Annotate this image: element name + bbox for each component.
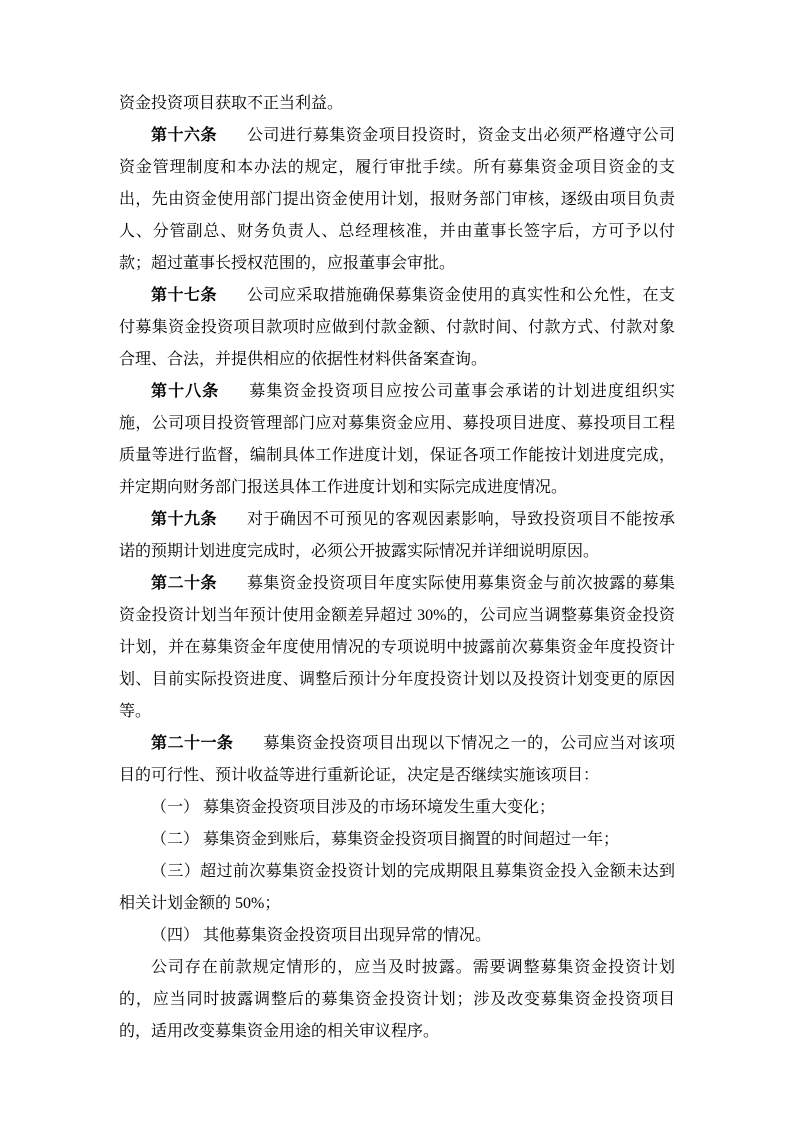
list-item-2-text: （二） 募集资金到账后，募集资金投资项目搁置的时间超过一年； xyxy=(151,831,620,848)
article-19-text: 对于确因不可预见的客观因素影响，导致投资项目不能按承诺的预期计划进度完成时，必须公开披露实际情况并详细说明原因。 xyxy=(119,511,675,560)
paragraph-closing xyxy=(119,952,675,1048)
list-item-4 xyxy=(119,920,675,952)
article-19-label: 第十九条 xyxy=(151,511,217,528)
article-21-label: 第二十一条 xyxy=(151,735,234,752)
paragraph-article-18 xyxy=(119,376,675,504)
article-17-text: 公司应采取措施确保募集资金使用的真实性和公允性，在支付募集资金投资项目款项时应做到付款金额、付款时间、付款方式、付款对象合理、合法，并提供相应的依据性材料供备案查询。 xyxy=(119,287,675,368)
article-16-text: 公司进行募集资金项目投资时，资金支出必须严格遵守公司资金管理制度和本办法的规定，履行审批手续。所有募集资金项目资金的支出，先由资金使用部门提出资金使用计划，报财务部门审核，逐级由项目负责人、分管副总、财务负责人、总经理核准，并由董事长签字后，方可予以付款；超过董事长授权范围的，应报董事会审批。 xyxy=(119,127,675,272)
list-item-4-text: （四） 其他募集资金投资项目出现异常的情况。 xyxy=(151,927,492,944)
article-18-text: 募集资金投资项目应按公司董事会承诺的计划进度组织实施，公司项目投资管理部门应对募集资金应用、募投项目进度、募投项目工程质量等进行监督，编制具体工作进度计划，保证各项工作能按计划进度完成，并定期向财务部门报送具体工作进度计划和实际完成进度情况。 xyxy=(119,383,675,496)
list-item-1-text: （一） 募集资金投资项目涉及的市场环境发生重大变化； xyxy=(151,799,556,816)
paragraph-article-20 xyxy=(119,568,675,728)
list-item-3-text: （三）超过前次募集资金投资计划的完成期限且募集资金投入金额未达到相关计划金额的 50%； xyxy=(119,863,675,912)
article-20-text: 募集资金投资项目年度实际使用募集资金与前次披露的募集资金投资计划当年预计使用金额差异超过 30%的，公司应当调整募集资金投资计划，并在募集资金年度使用情况的专项说明中披露前次募集资金年度投资计划、目前实际投资进度、调整后预计分年度投资计划以及投资计划变更的原因等。 xyxy=(119,575,675,720)
article-20-label: 第二十条 xyxy=(151,575,217,592)
paragraph-article-17 xyxy=(119,280,675,376)
paragraph-article-21 xyxy=(119,728,675,792)
article-18-label: 第十八条 xyxy=(151,383,220,400)
paragraph-closing-text: 公司存在前款规定情形的，应当及时披露。需要调整募集资金投资计划的，应当同时披露调整后的募集资金投资计划；涉及改变募集资金投资项目的，适用改变募集资金用途的相关审议程序。 xyxy=(119,959,675,1040)
article-17-label: 第十七条 xyxy=(151,287,217,304)
document-content xyxy=(119,88,675,1048)
list-item-1 xyxy=(119,792,675,824)
article-21-text: 募集资金投资项目出现以下情况之一的，公司应当对该项目的可行性、预计收益等进行重新论证，决定是否继续实施该项目： xyxy=(119,735,675,784)
list-item-3 xyxy=(119,856,675,920)
article-16-label: 第十六条 xyxy=(151,127,217,144)
paragraph-article-16 xyxy=(119,120,675,280)
paragraph-article-19 xyxy=(119,504,675,568)
list-item-2 xyxy=(119,824,675,856)
paragraph-continuation xyxy=(119,88,675,120)
paragraph-text: 资金投资项目获取不正当利益。 xyxy=(119,95,344,112)
